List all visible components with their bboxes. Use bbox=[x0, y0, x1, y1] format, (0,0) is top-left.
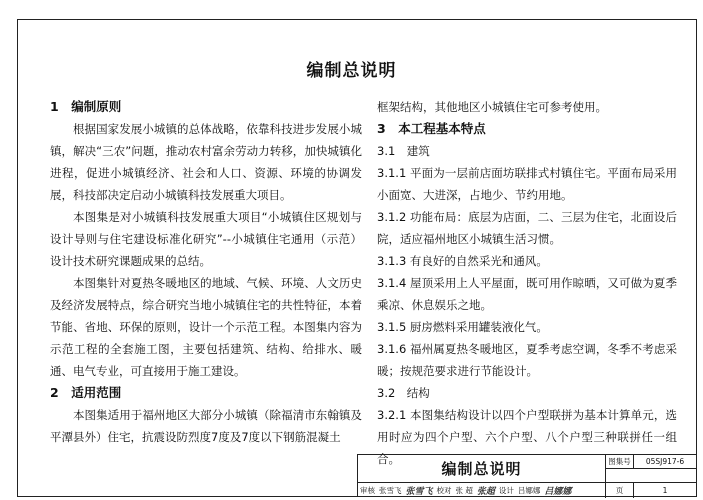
item-3-2-1: 3.2.1 本图集结构设计以四个户型联拼为基本计算单元，选用时应为四个户型、六个户型、八个户型三种联拼任一组合。 bbox=[377, 408, 677, 466]
section-2-paragraph-1: 本图集适用于福州地区大部分小城镇（除福清市东翰镇及平潭县外）住宅，抗震设防烈度7度及7度以下钢筋混凝土 bbox=[50, 408, 362, 444]
check-signature: 张超 bbox=[476, 487, 495, 497]
page-title: 编制总说明 bbox=[306, 61, 397, 81]
title-block bbox=[357, 454, 697, 497]
section-3-heading: 3 本工程基本特点 bbox=[377, 121, 486, 136]
atlas-number-label: 图集号 bbox=[606, 455, 634, 469]
design-name: 吕娜娜 bbox=[517, 486, 541, 495]
item-3-1-5: 3.1.5 厨房燃料采用罐装液化气。 bbox=[377, 320, 548, 334]
design-label: 设计 bbox=[498, 486, 514, 495]
check-label: 校对 bbox=[436, 486, 452, 495]
review-name: 张雪飞 bbox=[379, 486, 402, 495]
item-3-1-4: 3.1.4 屋顶采用上人平屋面，既可用作晾晒，又可做为夏季乘凉、休息娱乐之地。 bbox=[377, 276, 677, 312]
item-3-1-1: 3.1.1 平面为一层前店面坊联排式村镇住宅。平面布局采用小面宽、大进深，占地少、节约用地。 bbox=[377, 166, 677, 202]
design-signature: 吕娜娜 bbox=[544, 487, 572, 497]
section-1-paragraph-1: 根据国家发展小城镇的总体战略，依靠科技进步发展小城镇，解决“三农”问题，推动农村富余劳动力转移，加快城镇化进程，促进小城镇经济、社会和人口、资源、环境的协调发展，科技部决定启动小城镇科技发展重大项目。 bbox=[50, 122, 362, 202]
title-block-title: 编制总说明 bbox=[358, 455, 606, 483]
atlas-number-spacer bbox=[606, 469, 696, 483]
section-1-paragraph-3: 本图集针对夏热冬暖地区的地域、气候、环境、人文历史及经济发展特点，综合研究当地小城镇住宅的共性特征，本着节能、省地、环保的原则，设计一个示范工程。本图集内容为示范工程的全套施工图，主要包括建筑、结构、给排水、暖通、电气专业，可直接用于施工建设。 bbox=[50, 276, 362, 378]
section-3-2-heading: 3.2 结构 bbox=[377, 386, 430, 400]
item-3-1-2: 3.1.2 功能布局：底层为店面，二、三层为住宅，北面设后院，适应福州地区小城镇生活习惯。 bbox=[377, 210, 677, 246]
review-label: 审核 bbox=[360, 486, 375, 495]
page-number: 1 bbox=[662, 486, 668, 495]
review-signature: 张雪飞 bbox=[405, 487, 433, 497]
page-label: 页 bbox=[606, 483, 634, 498]
item-3-1-3: 3.1.3 有良好的自然采光和通风。 bbox=[377, 254, 548, 268]
signature-row bbox=[358, 483, 606, 498]
item-3-1-6: 3.1.6 福州属夏热冬暖地区，夏季考虑空调，冬季不考虑采暖；按规范要求进行节能设计。 bbox=[377, 342, 677, 378]
right-column bbox=[377, 96, 677, 470]
atlas-number: 05SJ917-6 bbox=[634, 455, 696, 469]
section-3-1-heading: 3.1 建筑 bbox=[377, 144, 430, 158]
section-2-continuation: 框架结构，其他地区小城镇住宅可参考使用。 bbox=[377, 100, 607, 114]
left-column bbox=[50, 96, 362, 448]
section-1-heading: 1 编制原则 bbox=[50, 99, 122, 114]
check-name: 张 超 bbox=[455, 486, 473, 495]
section-1-paragraph-2: 本图集是对小城镇科技发展重大项目“小城镇住区规划与设计导则与住宅建设标准化研究”--小城镇住宅通用（示范）设计技术研究课题成果的总结。 bbox=[50, 210, 362, 268]
section-2-heading: 2 适用范围 bbox=[50, 385, 122, 400]
